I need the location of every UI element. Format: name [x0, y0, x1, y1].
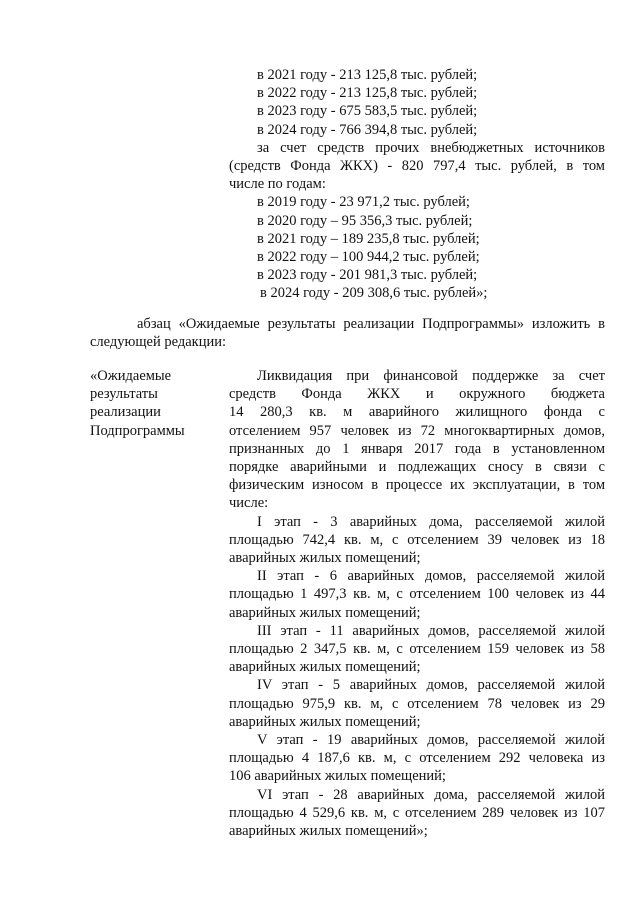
section-label-line: результаты — [90, 386, 158, 403]
year-line: в 2021 году - 213 125,8 тыс. рублей; — [257, 67, 478, 83]
stage-item — [229, 676, 605, 731]
year-line: в 2022 году - 213 125,8 тыс. рублей; — [257, 85, 478, 102]
stage-line: площадью 4 187,6 кв. м, с отселением 292 человека из — [229, 750, 605, 767]
amendment-paragraph — [90, 315, 605, 351]
stage-item — [229, 731, 605, 786]
stage-line: аварийных жилых помещений»; — [229, 823, 428, 840]
amendment-line: следующей редакции: — [90, 334, 227, 351]
intro-line: 14 280,3 кв. м аварийного жилищного фонда с — [229, 404, 605, 421]
stage-line: III этап - 11 аварийных домов, расселяемой жилой — [257, 622, 605, 639]
section-label-line: «Ожидаемые — [90, 368, 172, 384]
other-sources-line: за счет средств прочих внебюджетных источников — [257, 139, 605, 156]
section-label-line: реализации — [90, 404, 161, 421]
expected-results-text — [229, 367, 605, 840]
other-sources-line: числе по годам: — [229, 176, 326, 193]
stage-line: площадью 4 529,6 кв. м, с отселением 289 человек из 107 — [229, 804, 605, 821]
stage-line: аварийных жилых помещений; — [229, 550, 421, 567]
year-line: в 2023 году - 201 981,3 тыс. рублей; — [257, 267, 478, 284]
intro-line: порядке аварийными и подлежащих сносу в связи с — [229, 459, 605, 476]
intro-line: отселением 957 человек из 72 многоквартирных домов, — [229, 422, 605, 439]
stage-item — [229, 567, 605, 622]
year-line: в 2021 году – 189 235,8 тыс. рублей; — [257, 230, 480, 247]
financing-block — [229, 66, 605, 303]
stage-line: аварийных жилых помещений; — [229, 713, 421, 730]
intro-line: средств Фонда ЖКХ и окружного бюджета — [229, 386, 605, 403]
stage-line: площадью 2 347,5 кв. м, с отселением 159 человек из 58 — [229, 641, 605, 658]
amendment-line: абзац «Ожидаемые результаты реализации Подпрограммы» изложить в — [137, 316, 605, 332]
stage-line: VI этап - 28 аварийных дома, расселяемой жилой — [257, 786, 605, 803]
year-line: в 2024 году - 209 308,6 тыс. рублей»; — [260, 285, 488, 302]
stage-line: аварийных жилых помещений; — [229, 604, 421, 621]
stage-line: 106 аварийных жилых помещений; — [229, 768, 446, 785]
section-label — [90, 367, 220, 440]
year-line: в 2023 году - 675 583,5 тыс. рублей; — [257, 103, 478, 120]
year-line: в 2019 году - 23 971,2 тыс. рублей; — [257, 194, 470, 211]
stage-line: площадью 975,9 кв. м, с отселением 78 человек из 29 — [229, 695, 605, 712]
year-line: в 2022 году – 100 944,2 тыс. рублей; — [257, 249, 480, 266]
year-line: в 2020 году – 95 356,3 тыс. рублей; — [257, 212, 473, 229]
stage-line: IV этап - 5 аварийных домов, расселяемой жилой — [257, 677, 605, 694]
stage-line: I этап - 3 аварийных дома, расселяемой жилой — [257, 513, 605, 530]
stage-line: V этап - 19 аварийных домов, расселяемой жилой — [257, 732, 605, 749]
stage-item — [229, 622, 605, 677]
year-line: в 2024 году - 766 394,8 тыс. рублей; — [257, 121, 478, 138]
stage-item — [229, 786, 605, 841]
intro-line: признанных до 1 января 2017 года в установленном — [229, 440, 605, 457]
intro-line: Ликвидация при финансовой поддержке за счет — [257, 368, 605, 384]
section-label-line: Подпрограммы — [90, 422, 185, 439]
other-sources-line: (средств Фонда ЖКХ) - 820 797,4 тыс. рублей, в том — [229, 158, 605, 175]
stage-item — [229, 513, 605, 568]
stage-line: площадью 1 497,3 кв. м, с отселением 100 человек из 44 — [229, 586, 605, 603]
intro-line: числе: — [229, 495, 269, 512]
stage-line: II этап - 6 аварийных домов, расселяемой жилой — [257, 568, 605, 585]
stage-line: аварийных жилых помещений; — [229, 659, 421, 676]
stage-line: площадью 742,4 кв. м, с отселением 39 человек из 18 — [229, 531, 605, 548]
intro-line: физическим износом в процессе их эксплуатации, в том — [229, 477, 605, 494]
